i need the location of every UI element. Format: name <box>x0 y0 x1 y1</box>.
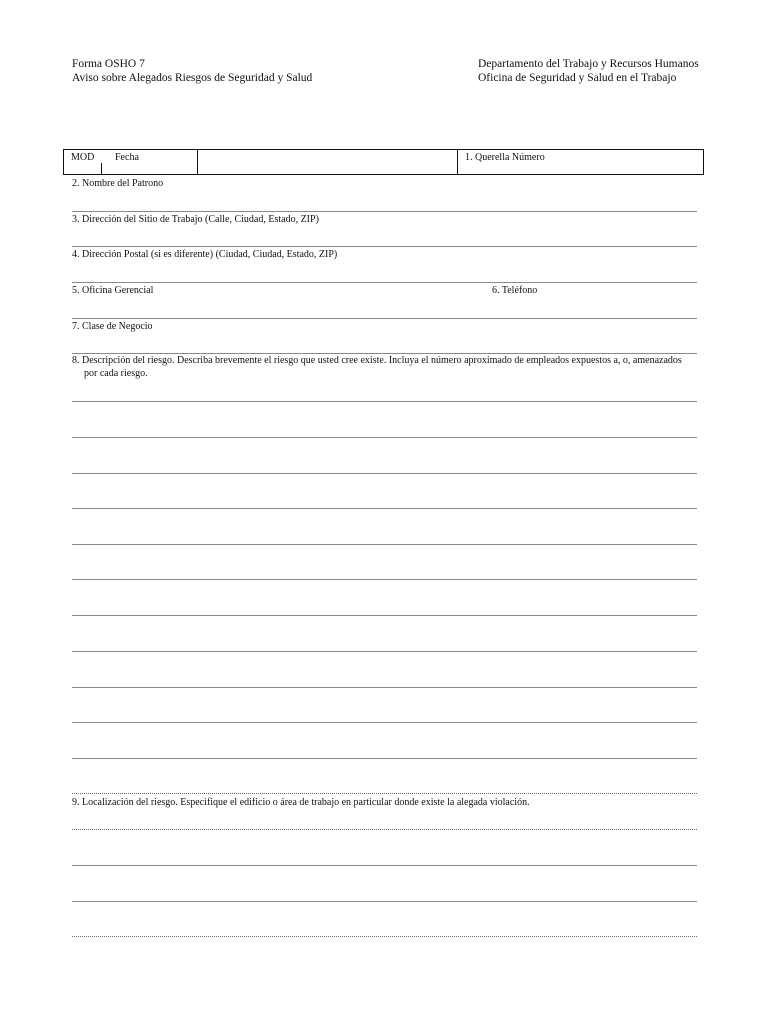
hazard-description-line[interactable] <box>72 793 697 794</box>
hazard-description-label <box>72 354 698 380</box>
hazard-description-line[interactable] <box>72 437 697 438</box>
hazard-description-line[interactable] <box>72 615 697 616</box>
hazard-description-line[interactable] <box>72 508 697 509</box>
hazard-location-line[interactable] <box>72 901 697 902</box>
employer-name-line[interactable] <box>72 211 697 212</box>
hazard-description-line[interactable] <box>72 579 697 580</box>
fecha-label: Fecha <box>115 152 139 163</box>
management-office-line[interactable] <box>72 318 697 319</box>
box-divider <box>197 150 198 174</box>
hazard-location-line[interactable] <box>72 936 697 937</box>
form-number: Forma OSHO 7 <box>72 58 145 70</box>
hazard-description-line[interactable] <box>72 651 697 652</box>
office-use-box <box>63 149 704 175</box>
form-title: Aviso sobre Alegados Riesgos de Seguridad y Salud <box>72 72 313 84</box>
worksite-address-label: 3. Dirección del Sitio de Trabajo (Calle, Ciudad, Estado, ZIP) <box>72 214 319 225</box>
employer-name-label: 2. Nombre del Patrono <box>72 178 164 189</box>
phone-label: 6. Teléfono <box>492 285 538 296</box>
worksite-address-line[interactable] <box>72 246 697 247</box>
form-header-right <box>478 57 699 85</box>
hazard-description-line[interactable] <box>72 758 697 759</box>
office-name: Oficina de Seguridad y Salud en el Trabajo <box>478 72 677 84</box>
hazard-description-line[interactable] <box>72 473 697 474</box>
hazard-description-line[interactable] <box>72 687 697 688</box>
hazard-description-line[interactable] <box>72 722 697 723</box>
mod-divider <box>101 163 102 175</box>
mailing-address-label: 4. Dirección Postal (si es diferente) (Ciudad, Ciudad, Estado, ZIP) <box>72 249 338 260</box>
hazard-location-label: 9. Localización del riesgo. Especifique el edificio o área de trabajo en particular donde existe la alegada violación. <box>72 797 530 808</box>
hazard-description-text-cont: por cada riesgo. <box>84 368 148 379</box>
box-divider <box>457 150 458 174</box>
hazard-location-line[interactable] <box>72 829 697 830</box>
hazard-location-line[interactable] <box>72 865 697 866</box>
mod-label: MOD <box>71 152 95 163</box>
complaint-number-label: 1. Querella Número <box>465 152 545 163</box>
hazard-description-text: 8. Descripción del riesgo. Describa brevemente el riesgo que usted cree existe. Incluya el número aproximado de empleados expuestos a, o, amenazados <box>72 355 682 366</box>
management-office-label: 5. Oficina Gerencial <box>72 285 154 296</box>
hazard-description-line[interactable] <box>72 544 697 545</box>
mailing-address-line[interactable] <box>72 282 697 283</box>
department-name: Departamento del Trabajo y Recursos Humanos <box>478 58 699 70</box>
hazard-description-line[interactable] <box>72 401 697 402</box>
form-header-left <box>72 57 312 85</box>
business-type-label: 7. Clase de Negocio <box>72 321 153 332</box>
